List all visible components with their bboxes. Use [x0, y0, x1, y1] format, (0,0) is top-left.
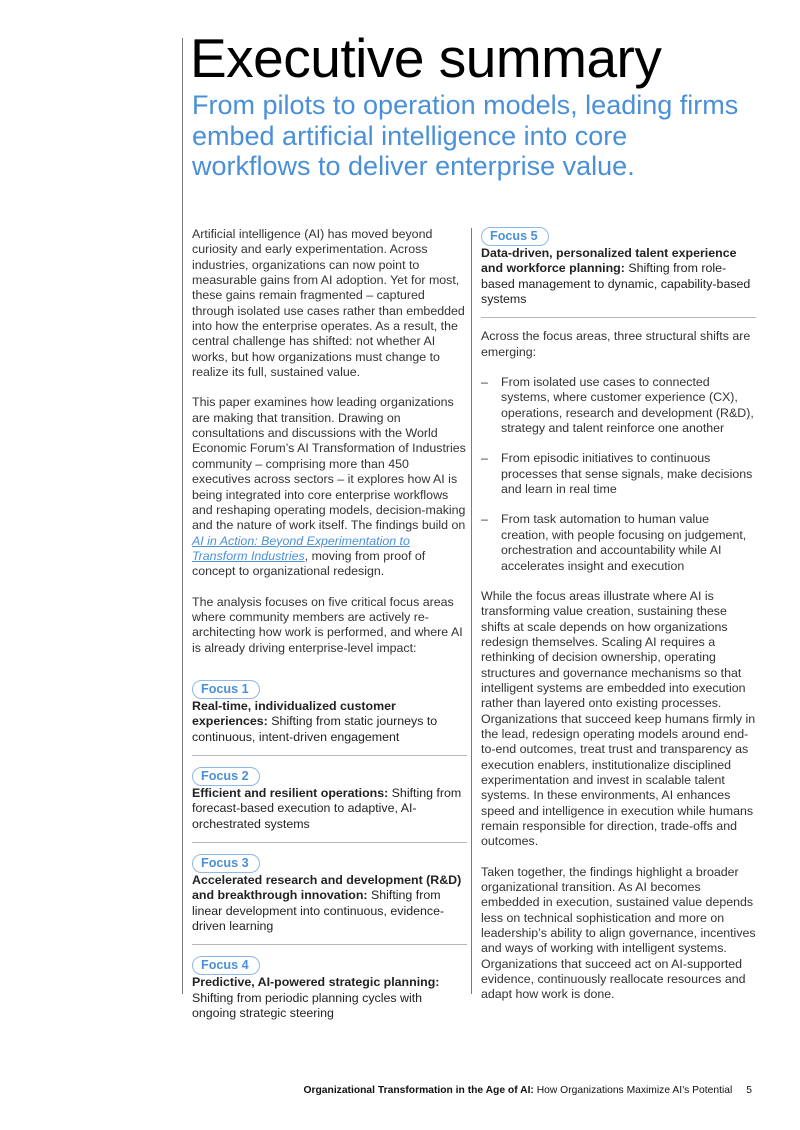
focus-block-2 — [192, 767, 467, 832]
focus-block-3 — [192, 854, 467, 934]
list-item — [481, 375, 756, 436]
paper-scope-paragraph — [192, 395, 467, 579]
focus-text: Shifting from role-based management to dynamic, capability-based systems — [481, 261, 751, 307]
divider — [192, 755, 467, 756]
focus-heading: Data-driven, personalized talent experience and workforce planning: — [481, 246, 737, 276]
focus-description — [192, 699, 467, 745]
focus-description — [192, 786, 467, 832]
intro-paragraph: Artificial intelligence (AI) has moved beyond curiosity and early experimentation. Across industries, organizations can now point to measurable gains from AI adoption. Yet for most, these gains remain fragmented – captured through isolated use cases rather than embedded into how the enterprise operates. As a result, the central challenge has shifted: not whether AI works, but how organizations must change to realize its full, sustained value. — [192, 227, 465, 380]
focus-heading: Predictive, AI-powered strategic planning: — [192, 975, 440, 990]
dash-bullet: – — [481, 512, 488, 527]
paper-scope-text-2: , moving from proof of concept to organizational redesign. — [192, 548, 426, 579]
focus-text: Shifting from periodic planning cycles with ongoing strategic steering — [192, 990, 423, 1021]
focus-description — [481, 246, 756, 307]
shifts-intro: Across the focus areas, three structural shifts are emerging: — [481, 329, 751, 359]
focus-badge: Focus 1 — [192, 680, 260, 699]
left-column — [192, 227, 467, 1021]
sustaining-paragraph: While the focus areas illustrate where AI is transforming value creation, sustaining these shifts at scale depends on how organizations redesign themselves. Scaling AI requires a rethinking of decision ownership, operating structures and governance mechanisms so that intelligent systems are embedded into execution rather than layered onto existing processes. Organizations that succeed keep humans firmly in the lead, redesign operating models around end-to-end outcomes, treat trust and transparency as execution enablers, institutionalize disciplined experimentation and invest in scalable talent systems. In these environments, AI enhances speed and intelligence in execution while humans remain responsible for direction, trade-offs and outcomes. — [481, 588, 756, 849]
shifts-list — [481, 375, 756, 574]
right-column — [481, 227, 756, 1003]
page-number: 5 — [746, 1085, 752, 1096]
focus-text: Shifting from linear development into continuous, evidence-driven learning — [192, 888, 445, 934]
focus-description — [192, 873, 467, 934]
focus-badge: Focus 3 — [192, 854, 260, 873]
divider — [192, 944, 467, 945]
list-item — [481, 512, 756, 573]
divider — [192, 842, 467, 843]
divider — [481, 317, 756, 318]
footer-report-title: Organizational Transformation in the Age of AI: — [303, 1085, 534, 1096]
dash-bullet: – — [481, 451, 488, 466]
footer-report-subtitle: How Organizations Maximize AI’s Potential — [533, 1085, 733, 1096]
focus-block-1 — [192, 680, 467, 745]
focus-badge: Focus 5 — [481, 227, 549, 246]
conclusion-paragraph: Taken together, the findings highlight a broader organizational transition. As AI becomes embedded in execution, sustained value depends less on technical sophistication and more on leadership’s ability to align governance, incentives and ways of working with intelligent systems. Organizations that succeed act on AI-supported evidence, continuously reallocate resources and adapt how work is done. — [481, 864, 756, 1002]
focus-text: Shifting from forecast-based execution to adaptive, AI-orchestrated systems — [192, 785, 462, 831]
page-subtitle: From pilots to operation models, leading firms embed artificial intelligence into core workflows to deliver enterprise value. — [192, 90, 739, 181]
focus-text: Shifting from static journeys to continuous, intent-driven engagement — [192, 714, 438, 744]
shift-text: From task automation to human value creation, with people focusing on judgement, orchestration and accountability while AI accelerates insight and execution — [501, 512, 747, 573]
shift-text: From isolated use cases to connected systems, where customer experience (CX), operations, research and development (R&D), strategy and talent reinforce one another — [501, 375, 754, 436]
focus-block-4 — [192, 956, 467, 1021]
page-title: Executive summary — [190, 27, 662, 89]
dash-bullet: – — [481, 375, 488, 390]
paper-scope-text-1: This paper examines how leading organizations are making that transition. Drawing on consultations and discussions with the World Economic Forum’s AI Transformation of Industries community – comprising more than 450 executives across sectors – it explores how AI is being integrated into core enterprise workflows and reshaping operating models, decision-making and the nature of work itself. The findings build on — [192, 395, 466, 533]
focus-badge: Focus 2 — [192, 767, 260, 786]
list-item — [481, 451, 756, 497]
left-vertical-rule — [182, 38, 183, 994]
analysis-paragraph: The analysis focuses on five critical focus areas where community members are actively re-architecting how work is performed, and where AI is already driving enterprise-level impact: — [192, 594, 463, 655]
focus-description — [192, 975, 467, 1021]
focus-badge: Focus 4 — [192, 956, 260, 975]
column-divider — [471, 228, 472, 994]
page-footer — [304, 1085, 753, 1096]
ai-in-action-link[interactable]: AI in Action: Beyond Experimentation to Transform Industries — [192, 533, 410, 563]
focus-heading: Real-time, individualized customer experiences: — [192, 698, 396, 729]
shift-text: From episodic initiatives to continuous processes that sense signals, make decisions and learn in real time — [501, 451, 753, 497]
focus-heading: Accelerated research and development (R&D) and breakthrough innovation: — [192, 873, 462, 903]
focus-heading: Efficient and resilient operations: — [192, 785, 389, 800]
focus-block-5 — [481, 227, 756, 307]
